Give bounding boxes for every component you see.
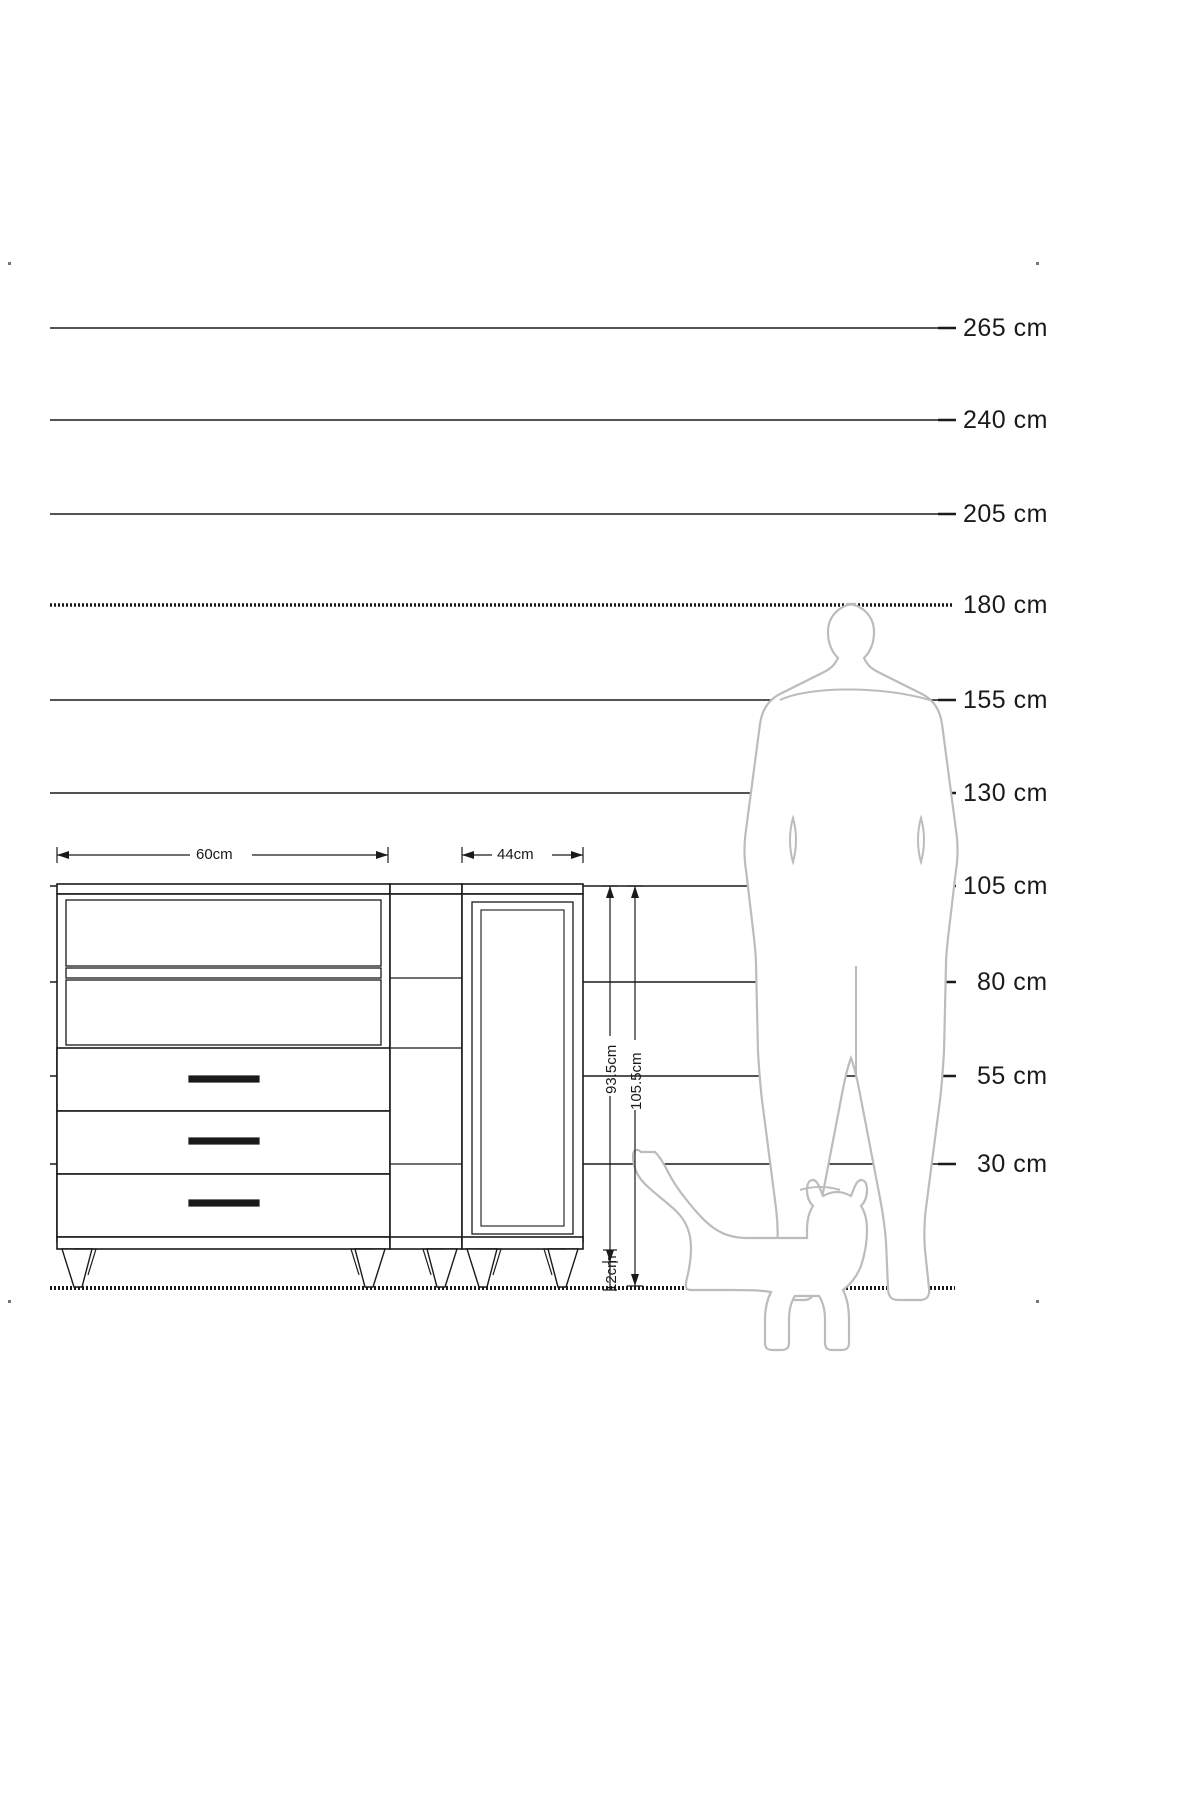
chest-open-shelf-lower [66, 980, 381, 1045]
chest-drawer-3-handle [189, 1200, 259, 1206]
tall-cabinet-base-rail [462, 1237, 583, 1249]
dim1055-arrow-top [631, 886, 639, 898]
height-label-105-5cm: 105.5cm [628, 1052, 645, 1110]
chest-top-panel [57, 884, 390, 894]
dim60-arrow-left [57, 851, 69, 859]
chest-drawer-2-handle [189, 1138, 259, 1144]
chest-leg-right [355, 1249, 385, 1287]
dim44-arrow-left [462, 851, 474, 859]
scale-label-240: 240 cm [963, 406, 1048, 434]
cat-silhouette [633, 1150, 867, 1350]
width-label-60cm: 60cm [196, 846, 233, 863]
dim44-arrow-right [571, 851, 583, 859]
scale-label-80: 80 cm [977, 968, 1048, 996]
tall-cabinet-leg-left [467, 1249, 497, 1287]
scale-label-155: 155 cm [963, 686, 1048, 714]
dim935-arrow-top [606, 886, 614, 898]
chest-open-shelf-upper [66, 900, 381, 966]
scale-label-180: 180 cm [963, 591, 1048, 619]
side-cabinet-top-panel [390, 884, 462, 894]
side-cabinet-base-rail [390, 1237, 462, 1249]
chest-base-rail [57, 1237, 390, 1249]
height-label-93-5cm: 93.5cm [603, 1044, 620, 1094]
tall-cabinet-top-panel [462, 884, 583, 894]
side-cabinet-leg-right [427, 1249, 457, 1287]
scale-label-205: 205 cm [963, 500, 1048, 528]
scale-label-130: 130 cm [963, 779, 1048, 807]
dim1055-arrow-bottom [631, 1274, 639, 1286]
scale-label-105: 105 cm [963, 872, 1048, 900]
chest-shelf-divider [66, 968, 381, 978]
scale-label-265: 265 cm [963, 314, 1048, 342]
side-cabinet-body [390, 894, 462, 1242]
chest-drawer-1-handle [189, 1076, 259, 1082]
width-label-44cm: 44cm [497, 846, 534, 863]
dim60-arrow-right [376, 851, 388, 859]
chest-leg-left [62, 1249, 92, 1287]
tall-cabinet-door-inner [481, 910, 564, 1226]
tall-cabinet [462, 884, 583, 1287]
scale-label-55: 55 cm [977, 1062, 1048, 1090]
tall-cabinet-leg-right [548, 1249, 578, 1287]
scale-label-30: 30 cm [977, 1150, 1048, 1178]
height-label-12cm: 12cm [603, 1255, 620, 1292]
chest-of-drawers [57, 884, 390, 1287]
side-cabinet [390, 884, 462, 1287]
